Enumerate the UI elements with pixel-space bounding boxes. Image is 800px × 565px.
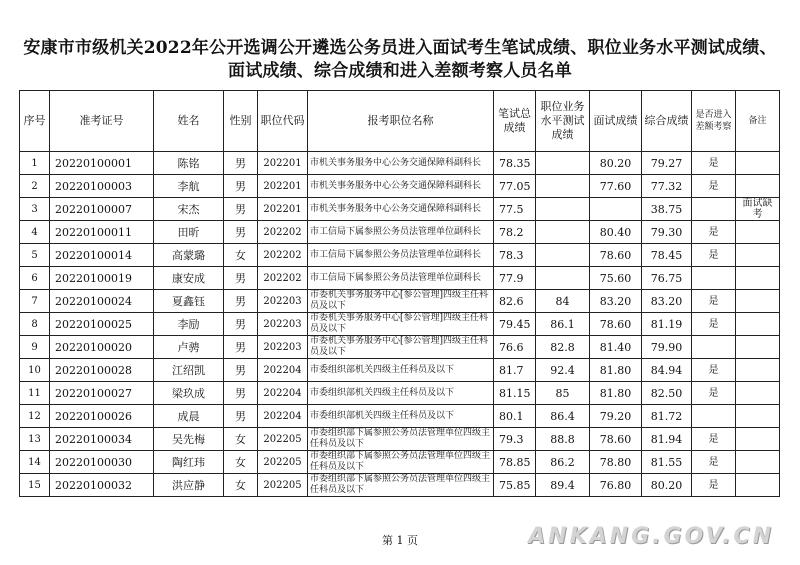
table-row (20, 198, 780, 221)
cell-remarks (736, 175, 780, 198)
cell-written-score: 77.05 (494, 175, 536, 198)
cell-position-code: 202204 (258, 359, 308, 382)
cell-position-code: 202205 (258, 428, 308, 451)
cell-skill-test-score: 86.4 (536, 405, 590, 428)
cell-exam-id: 20220100024 (50, 290, 154, 313)
header-position-code: 职位代码 (258, 91, 308, 152)
cell-gender: 男 (224, 336, 258, 359)
cell-exam-id: 20220100027 (50, 382, 154, 405)
table-row (20, 313, 780, 336)
cell-gender: 男 (224, 359, 258, 382)
cell-name: 成晨 (154, 405, 224, 428)
cell-name: 田昕 (154, 221, 224, 244)
table-row (20, 290, 780, 313)
cell-position-name: 市机关事务服务中心公务交通保障科副科长 (308, 175, 494, 198)
cell-overall-score: 82.50 (642, 382, 692, 405)
cell-index: 11 (20, 382, 50, 405)
cell-skill-test-score (536, 198, 590, 221)
cell-overall-score: 80.20 (642, 474, 692, 497)
cell-name: 洪应静 (154, 474, 224, 497)
document-title-line1: 安康市市级机关2022年公开选调公开遴选公务员进入面试考生笔试成绩、职位业务水平测试成绩、 (23, 38, 777, 58)
cell-gender: 男 (224, 175, 258, 198)
cell-shortlisted: 是 (692, 474, 736, 497)
header-index: 序号 (20, 91, 50, 152)
cell-written-score: 78.2 (494, 221, 536, 244)
cell-index: 1 (20, 152, 50, 175)
cell-remarks (736, 290, 780, 313)
cell-shortlisted: 是 (692, 221, 736, 244)
cell-position-name: 市机关事务服务中心公务交通保障科副科长 (308, 198, 494, 221)
cell-shortlisted: 是 (692, 313, 736, 336)
header-name: 姓名 (154, 91, 224, 152)
cell-exam-id: 20220100001 (50, 152, 154, 175)
cell-index: 14 (20, 451, 50, 474)
cell-name: 李励 (154, 313, 224, 336)
cell-position-code: 202205 (258, 474, 308, 497)
page-number: 第 1 页 (382, 534, 418, 547)
cell-remarks (736, 244, 780, 267)
cell-remarks (736, 474, 780, 497)
table-row (20, 474, 780, 497)
cell-gender: 女 (224, 244, 258, 267)
cell-index: 3 (20, 198, 50, 221)
cell-interview-score: 79.20 (590, 405, 642, 428)
cell-written-score: 79.45 (494, 313, 536, 336)
table-header-row (20, 91, 780, 152)
cell-shortlisted: 是 (692, 244, 736, 267)
cell-position-code: 202204 (258, 382, 308, 405)
cell-exam-id: 20220100034 (50, 428, 154, 451)
header-interview-score: 面试成绩 (590, 91, 642, 152)
cell-position-name: 市委机关事务服务中心[参公管理]四级主任科员及以下 (308, 313, 494, 336)
cell-exam-id: 20220100028 (50, 359, 154, 382)
table-row (20, 405, 780, 428)
cell-remarks (736, 336, 780, 359)
cell-index: 12 (20, 405, 50, 428)
cell-shortlisted (692, 336, 736, 359)
cell-index: 4 (20, 221, 50, 244)
cell-interview-score: 75.60 (590, 267, 642, 290)
cell-skill-test-score (536, 175, 590, 198)
cell-position-code: 202201 (258, 175, 308, 198)
cell-index: 8 (20, 313, 50, 336)
cell-name: 宋杰 (154, 198, 224, 221)
results-table (19, 90, 780, 497)
table-row (20, 451, 780, 474)
cell-overall-score: 84.94 (642, 359, 692, 382)
cell-gender: 男 (224, 290, 258, 313)
cell-position-code: 202201 (258, 198, 308, 221)
table-body (20, 152, 780, 497)
cell-overall-score: 79.90 (642, 336, 692, 359)
cell-remarks: 面试缺考 (736, 198, 780, 221)
cell-overall-score: 81.72 (642, 405, 692, 428)
header-shortlisted: 是否进入差额考察 (692, 91, 736, 152)
cell-gender: 男 (224, 152, 258, 175)
cell-written-score: 75.85 (494, 474, 536, 497)
cell-position-name: 市委组织部机关四级主任科员及以下 (308, 405, 494, 428)
cell-gender: 女 (224, 474, 258, 497)
cell-skill-test-score: 92.4 (536, 359, 590, 382)
cell-interview-score: 77.60 (590, 175, 642, 198)
cell-name: 高蒙璐 (154, 244, 224, 267)
cell-interview-score: 80.20 (590, 152, 642, 175)
header-exam-id: 准考证号 (50, 91, 154, 152)
cell-shortlisted (692, 267, 736, 290)
cell-index: 10 (20, 359, 50, 382)
table-row (20, 336, 780, 359)
cell-overall-score: 81.55 (642, 451, 692, 474)
cell-shortlisted: 是 (692, 428, 736, 451)
cell-overall-score: 76.75 (642, 267, 692, 290)
cell-interview-score: 81.40 (590, 336, 642, 359)
cell-name: 梁玖成 (154, 382, 224, 405)
cell-exam-id: 20220100014 (50, 244, 154, 267)
table-row (20, 221, 780, 244)
cell-overall-score: 79.27 (642, 152, 692, 175)
cell-name: 夏鑫钰 (154, 290, 224, 313)
header-overall-score: 综合成绩 (642, 91, 692, 152)
cell-interview-score (590, 198, 642, 221)
cell-written-score: 78.3 (494, 244, 536, 267)
table-row (20, 152, 780, 175)
cell-index: 9 (20, 336, 50, 359)
cell-exam-id: 20220100011 (50, 221, 154, 244)
cell-position-name: 市委机关事务服务中心[参公管理]四级主任科员及以下 (308, 336, 494, 359)
cell-written-score: 76.6 (494, 336, 536, 359)
cell-exam-id: 20220100025 (50, 313, 154, 336)
cell-interview-score: 78.60 (590, 428, 642, 451)
site-watermark: ANKANG.GOV.CN (528, 524, 774, 549)
cell-written-score: 80.1 (494, 405, 536, 428)
cell-position-code: 202202 (258, 267, 308, 290)
cell-position-name: 市委组织部下属参照公务员法管理单位四级主任科员及以下 (308, 428, 494, 451)
header-position-name: 报考职位名称 (308, 91, 494, 152)
cell-skill-test-score: 88.8 (536, 428, 590, 451)
cell-interview-score: 81.80 (590, 382, 642, 405)
header-gender: 性别 (224, 91, 258, 152)
header-written-score: 笔试总成绩 (494, 91, 536, 152)
cell-interview-score: 78.80 (590, 451, 642, 474)
cell-skill-test-score: 84 (536, 290, 590, 313)
cell-exam-id: 20220100032 (50, 474, 154, 497)
cell-index: 2 (20, 175, 50, 198)
cell-name: 李航 (154, 175, 224, 198)
cell-position-code: 202203 (258, 336, 308, 359)
cell-written-score: 81.15 (494, 382, 536, 405)
cell-remarks (736, 359, 780, 382)
cell-exam-id: 20220100003 (50, 175, 154, 198)
cell-position-name: 市工信局下属参照公务员法管理单位副科长 (308, 267, 494, 290)
cell-remarks (736, 152, 780, 175)
cell-position-code: 202204 (258, 405, 308, 428)
cell-name: 康安成 (154, 267, 224, 290)
cell-index: 5 (20, 244, 50, 267)
cell-exam-id: 20220100019 (50, 267, 154, 290)
header-remarks: 备注 (736, 91, 780, 152)
cell-shortlisted (692, 198, 736, 221)
cell-skill-test-score (536, 267, 590, 290)
cell-position-code: 202202 (258, 221, 308, 244)
table-row (20, 175, 780, 198)
cell-index: 7 (20, 290, 50, 313)
cell-overall-score: 77.32 (642, 175, 692, 198)
table-row (20, 359, 780, 382)
cell-exam-id: 20220100020 (50, 336, 154, 359)
cell-exam-id: 20220100026 (50, 405, 154, 428)
cell-overall-score: 83.20 (642, 290, 692, 313)
cell-skill-test-score: 82.8 (536, 336, 590, 359)
cell-overall-score: 81.94 (642, 428, 692, 451)
cell-position-code: 202201 (258, 152, 308, 175)
cell-written-score: 77.9 (494, 267, 536, 290)
cell-name: 吴先梅 (154, 428, 224, 451)
cell-interview-score: 76.80 (590, 474, 642, 497)
cell-shortlisted (692, 405, 736, 428)
cell-remarks (736, 451, 780, 474)
cell-position-name: 市委机关事务服务中心[参公管理]四级主任科员及以下 (308, 290, 494, 313)
cell-position-name: 市委组织部机关四级主任科员及以下 (308, 359, 494, 382)
cell-position-name: 市机关事务服务中心公务交通保障科副科长 (308, 152, 494, 175)
cell-remarks (736, 405, 780, 428)
cell-position-code: 202203 (258, 313, 308, 336)
cell-position-name: 市委组织部下属参照公务员法管理单位四级主任科员及以下 (308, 451, 494, 474)
cell-shortlisted: 是 (692, 175, 736, 198)
cell-shortlisted: 是 (692, 382, 736, 405)
cell-position-code: 202205 (258, 451, 308, 474)
cell-written-score: 78.85 (494, 451, 536, 474)
cell-interview-score: 78.60 (590, 244, 642, 267)
cell-position-code: 202202 (258, 244, 308, 267)
cell-overall-score: 38.75 (642, 198, 692, 221)
cell-written-score: 79.3 (494, 428, 536, 451)
cell-gender: 男 (224, 221, 258, 244)
table-row (20, 244, 780, 267)
cell-position-name: 市委组织部机关四级主任科员及以下 (308, 382, 494, 405)
cell-shortlisted: 是 (692, 152, 736, 175)
cell-exam-id: 20220100030 (50, 451, 154, 474)
cell-shortlisted: 是 (692, 359, 736, 382)
cell-exam-id: 20220100007 (50, 198, 154, 221)
cell-gender: 女 (224, 451, 258, 474)
cell-remarks (736, 428, 780, 451)
cell-skill-test-score (536, 244, 590, 267)
cell-position-name: 市工信局下属参照公务员法管理单位副科长 (308, 221, 494, 244)
cell-written-score: 78.35 (494, 152, 536, 175)
cell-gender: 男 (224, 382, 258, 405)
cell-overall-score: 79.30 (642, 221, 692, 244)
cell-interview-score: 78.60 (590, 313, 642, 336)
cell-overall-score: 81.19 (642, 313, 692, 336)
header-skill-test-score: 职位业务水平测试成绩 (536, 91, 590, 152)
cell-name: 卢骋 (154, 336, 224, 359)
cell-shortlisted: 是 (692, 290, 736, 313)
cell-written-score: 77.5 (494, 198, 536, 221)
cell-remarks (736, 313, 780, 336)
table-row (20, 428, 780, 451)
table-row (20, 382, 780, 405)
cell-written-score: 82.6 (494, 290, 536, 313)
cell-skill-test-score: 89.4 (536, 474, 590, 497)
cell-gender: 男 (224, 313, 258, 336)
cell-name: 江绍凯 (154, 359, 224, 382)
cell-index: 6 (20, 267, 50, 290)
cell-interview-score: 80.40 (590, 221, 642, 244)
cell-gender: 男 (224, 405, 258, 428)
cell-index: 13 (20, 428, 50, 451)
cell-position-code: 202203 (258, 290, 308, 313)
cell-shortlisted: 是 (692, 451, 736, 474)
cell-remarks (736, 221, 780, 244)
cell-position-name: 市委组织部下属参照公务员法管理单位四级主任科员及以下 (308, 474, 494, 497)
cell-name: 陈铭 (154, 152, 224, 175)
cell-interview-score: 83.20 (590, 290, 642, 313)
cell-skill-test-score: 86.1 (536, 313, 590, 336)
cell-index: 15 (20, 474, 50, 497)
table-row (20, 267, 780, 290)
cell-written-score: 81.7 (494, 359, 536, 382)
cell-interview-score: 81.80 (590, 359, 642, 382)
cell-skill-test-score: 85 (536, 382, 590, 405)
cell-skill-test-score (536, 221, 590, 244)
cell-gender: 男 (224, 267, 258, 290)
document-title-line2: 面试成绩、综合成绩和进入差额考察人员名单 (228, 61, 572, 81)
cell-name: 陶红玮 (154, 451, 224, 474)
cell-gender: 男 (224, 198, 258, 221)
cell-skill-test-score (536, 152, 590, 175)
cell-position-name: 市工信局下属参照公务员法管理单位副科长 (308, 244, 494, 267)
cell-gender: 女 (224, 428, 258, 451)
cell-overall-score: 78.45 (642, 244, 692, 267)
cell-skill-test-score: 86.2 (536, 451, 590, 474)
cell-remarks (736, 382, 780, 405)
cell-remarks (736, 267, 780, 290)
